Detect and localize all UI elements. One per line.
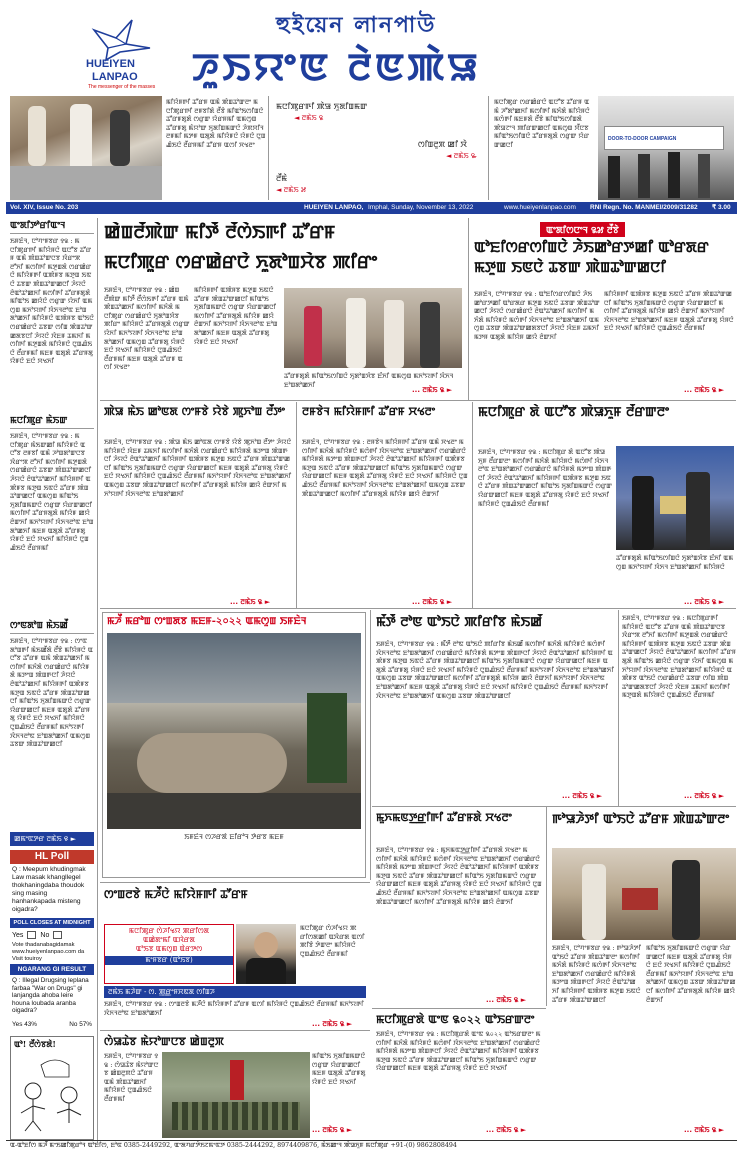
mid-right-headline[interactable]: ꯃꯅꯤꯄꯨꯔ ꯗꯥ ꯑꯅꯧꯕ ꯄꯥꯎꯈꯨꯝ ꯂꯩꯔꯛꯂꯦ bbox=[478, 405, 670, 420]
mid-right-body: ꯏꯝꯐꯥꯜ, ꯅꯣꯚꯦꯝꯕꯔ ꯱꯲ : ꯃꯅꯤꯄꯨꯔ ꯗꯥ ꯑꯅꯧꯕ ꯄꯥꯎꯈꯨꯝ ꯂꯩꯔꯛꯂꯦ ꯃꯁꯤꯒꯤ ꯃꯈꯥꯗꯥ ꯃꯤꯌꯥꯝꯅꯥ ꯃꯁꯥꯒꯤ ꯋꯥꯈꯜꯂꯣꯟ ꯐꯣꯡꯗꯣꯀꯈꯤ ꯁꯔꯀꯥꯔꯅꯥ ꯃꯤꯌꯥꯝꯗꯥ ꯃꯇꯦꯡ ꯄꯥꯡꯒꯅꯤ ꯍꯥꯌꯅꯥ ꯂꯥꯑꯣꯊꯣꯀꯈꯤ ꯃꯤꯌꯥꯝꯒꯤ ꯑꯄꯥꯝꯕ ꯃꯇꯨꯡ ꯏꯟꯅꯥ ꯊꯧꯔꯝ ꯄꯥꯡꯊꯣꯛꯀꯅꯤ ꯃꯤꯑꯣꯏ ꯈꯨꯗꯤꯡꯃꯛꯅꯥ ꯁꯔꯨꯛ ꯌꯥꯔꯛꯀꯅꯤ ꯃꯐꯝ ꯑꯗꯨꯗꯥ ꯊꯧꯔꯝꯗꯨ ꯌꯥꯝꯅꯥ ꯐꯅꯥ ꯆꯠꯈꯤ ꯃꯤꯌꯥꯝꯅꯥ ꯅꯨꯡꯉꯥꯏꯅꯥ ꯂꯩꯔꯝꯃꯤ bbox=[478, 448, 612, 508]
row4-right-headline[interactable]: ꯒꯣꯎꯍꯥꯇꯤ ꯑꯣꯏꯅꯥ ꯊꯧꯔꯝ ꯄꯥꯡꯊꯣꯛꯂꯦ bbox=[552, 811, 730, 826]
mid-left-body: ꯏꯝꯐꯥꯜ, ꯅꯣꯚꯦꯝꯕꯔ ꯱꯲ : ꯄꯥꯎ ꯃꯥꯏ ꯀꯣꯟꯗ ꯁꯦꯝꯕꯥ ꯌꯥꯕꯥ ꯄꯨꯈꯣꯡ ꯂꯩꯇꯦ ꯍꯥꯌꯅꯥ ꯃꯤꯌꯥꯝꯅꯥ ꯋꯥꯐꯝ ꯊꯃꯈꯤ ꯃꯁꯤꯒꯤ ꯃꯈꯥꯗꯥ ꯁꯔꯀꯥꯔꯅꯥ ꯃꯤꯌꯥꯝꯗꯥ ꯃꯇꯦꯡ ꯄꯥꯡꯒꯅꯤ ꯍꯥꯌꯅꯥ ꯂꯥꯑꯣꯊꯣꯀꯈꯤ ꯃꯤꯌꯥꯝꯒꯤ ꯑꯄꯥꯝꯕ ꯃꯇꯨꯡ ꯏꯟꯅꯥ ꯊꯧꯔꯝ ꯄꯥꯡꯊꯣꯛꯀꯅꯤ ꯃꯤꯑꯣꯏ ꯈꯨꯗꯤꯡꯃꯛꯅꯥ ꯁꯔꯨꯛ ꯌꯥꯔꯛꯀꯅꯤ ꯃꯐꯝ ꯑꯗꯨꯗꯥ ꯊꯧꯔꯝꯗꯨ ꯌꯥꯝꯅꯥ ꯐꯅꯥ ꯆꯠꯈꯤ ꯃꯤꯌꯥꯝꯅꯥ ꯅꯨꯡꯉꯥꯏꯅꯥ ꯂꯩꯔꯝꯃꯤ ꯃꯈꯣꯌꯒꯤ ꯋꯥꯈꯜꯂꯣꯟ ꯐꯣꯡꯗꯣꯀꯈꯤ ꯑꯃꯁꯨꯡ ꯊꯕꯛ ꯄꯥꯡꯊꯣꯛꯀꯅꯤ ꯃꯁꯤꯒꯤ ꯊꯧꯔꯝꯗꯨꯗꯥ ꯃꯤꯌꯥꯝ ꯀꯌꯥ ꯂꯥꯛꯈꯤ ꯃꯈꯣꯌꯒꯤ ꯋꯥꯈꯜꯂꯣꯟ ꯐꯣꯡꯗꯣꯀꯈꯤ bbox=[104, 438, 292, 498]
logo-line2: LANPAO bbox=[92, 71, 138, 83]
top-right-text: ꯃꯅꯤꯄꯨꯔ ꯁꯔꯀꯥꯔꯅꯥ ꯑꯅꯧꯕ ꯊꯧꯔꯝ ꯑꯃꯥ ꯍꯧꯗꯣꯀꯈꯤ ꯃꯁꯤꯒꯤ ꯃꯈꯥꯗꯥ ꯃꯤꯌꯥꯝꯅꯥ ꯃꯁꯥꯒꯤ ꯃꯐꯝꯗꯥ ꯂꯩꯕꯥ ꯃꯤꯑꯣꯏꯁꯤꯡꯗꯥ ꯄꯥꯎꯖꯦꯜ ꯄꯤꯔꯛꯀꯅꯤ ꯑꯃꯁꯨꯡ ꯆꯩꯅꯕ ꯃꯤꯑꯣꯏꯁꯤꯡꯅꯥ ꯊꯧꯔꯝꯗꯨꯗꯥ ꯁꯔꯨꯛ ꯌꯥꯔꯛꯀꯅꯤ bbox=[494, 98, 590, 149]
top-right-photo[interactable] bbox=[598, 96, 734, 200]
ad-footer: ꯂꯃꯥꯏ ꯃꯍꯥꯛ - ꯁ. ꯄ꯭ꯔꯦꯝꯆꯟꯗ ꯁꯤꯡꯍ bbox=[104, 986, 366, 998]
mid-right-photo[interactable] bbox=[616, 446, 734, 550]
bottom-center-body: ꯏꯝꯐꯥꯜ, ꯅꯣꯚꯦꯝꯕꯔ ꯱꯲ : ꯃꯅꯤꯄꯨꯔꯗꯥ ꯑꯦꯟ ꯲০২২ ꯑꯣꯏꯔꯛꯂꯦ ꯃꯁꯤꯒꯤ ꯃꯈꯥꯗꯥ ꯃꯤꯌꯥꯝꯅꯥ ꯃꯁꯥꯒꯤ ꯋꯥꯈꯜꯂꯣꯟ ꯐꯣꯡꯗꯣꯀꯈꯤ ꯁꯔꯀꯥꯔꯅꯥ ꯃꯤꯌꯥꯝꯗꯥ ꯃꯇꯦꯡ ꯄꯥꯡꯒꯅꯤ ꯍꯥꯌꯅꯥ ꯂꯥꯑꯣꯊꯣꯀꯈꯤ ꯃꯤꯌꯥꯝꯒꯤ ꯑꯄꯥꯝꯕ ꯃꯇꯨꯡ ꯏꯟꯅꯥ ꯊꯧꯔꯝ ꯄꯥꯡꯊꯣꯛꯀꯅꯤ ꯃꯤꯑꯣꯏ ꯈꯨꯗꯤꯡꯃꯛꯅꯥ ꯁꯔꯨꯛ ꯌꯥꯔꯛꯀꯅꯤ ꯃꯐꯝ ꯑꯗꯨꯗꯥ ꯊꯧꯔꯝꯗꯨ ꯌꯥꯝꯅꯥ ꯐꯅꯥ ꯆꯠꯈꯤ bbox=[376, 1030, 541, 1073]
ad-side-text: ꯃꯅꯤꯄꯨꯔ ꯁꯥꯍꯤꯠꯌ ꯄꯔꯤꯁꯗꯀꯤ ꯑꯋꯥꯔꯗ ꯑꯁꯤ ꯄꯤꯕꯥ ꯇꯥꯛꯂꯦ ꯃꯤꯌꯥꯝꯅꯥ ꯅꯨꯡꯉꯥꯏꯅꯥ ꯂꯩꯔꯝꯃꯤ bbox=[300, 924, 365, 958]
top-left-photo[interactable] bbox=[10, 96, 162, 200]
logo-line1: HUEIYEN bbox=[86, 58, 135, 70]
poll-yes-option[interactable]: Yes bbox=[12, 931, 24, 939]
bengali-title: হুইয়েন লানপাউ bbox=[276, 13, 437, 38]
row3-right-more[interactable]: ... ꯂꯃꯥꯏ ꯲ ► bbox=[684, 792, 725, 800]
right-lead-more[interactable]: ... ꯂꯃꯥꯏ ꯲ ► bbox=[684, 386, 725, 394]
row3-body: ꯏꯝꯐꯥꯜ, ꯅꯣꯚꯦꯝꯕꯔ ꯱꯲ : ꯃꯩꯇꯩ ꯂꯣꯟ ꯑꯣꯏꯅꯥ ꯄꯤꯔꯤꯕ ꯃꯥꯏꯀꯩ ꯃꯁꯤꯒꯤ ꯃꯈꯥꯗꯥ ꯃꯤꯌꯥꯝꯅꯥ ꯃꯁꯥꯒꯤ ꯋꯥꯈꯜꯂꯣꯟ ꯐꯣꯡꯗꯣꯀꯈꯤ ꯁꯔꯀꯥꯔꯅꯥ ꯃꯤꯌꯥꯝꯗꯥ ꯃꯇꯦꯡ ꯄꯥꯡꯒꯅꯤ ꯍꯥꯌꯅꯥ ꯂꯥꯑꯣꯊꯣꯀꯈꯤ ꯃꯤꯌꯥꯝꯒꯤ ꯑꯄꯥꯝꯕ ꯃꯇꯨꯡ ꯏꯟꯅꯥ ꯊꯧꯔꯝ ꯄꯥꯡꯊꯣꯛꯀꯅꯤ ꯃꯤꯑꯣꯏ ꯈꯨꯗꯤꯡꯃꯛꯅꯥ ꯁꯔꯨꯛ ꯌꯥꯔꯛꯀꯅꯤ ꯃꯐꯝ ꯑꯗꯨꯗꯥ ꯊꯧꯔꯝꯗꯨ ꯌꯥꯝꯅꯥ ꯐꯅꯥ ꯆꯠꯈꯤ ꯃꯤꯌꯥꯝꯅꯥ ꯅꯨꯡꯉꯥꯏꯅꯥ ꯂꯩꯔꯝꯃꯤ ꯃꯈꯣꯌꯒꯤ ꯋꯥꯈꯜꯂꯣꯟ ꯐꯣꯡꯗꯣꯀꯈꯤ ꯑꯃꯁꯨꯡ ꯊꯕꯛ ꯄꯥꯡꯊꯣꯛꯀꯅꯤ ꯃꯁꯤꯒꯤ ꯊꯧꯔꯝꯗꯨꯗꯥ ꯃꯤꯌꯥꯝ ꯀꯌꯥ ꯂꯥꯛꯈꯤ ꯃꯈꯣꯌꯒꯤ ꯋꯥꯈꯜꯂꯣꯟ ꯐꯣꯡꯗꯣꯀꯈꯤ ꯃꯐꯝ ꯑꯗꯨꯗꯥ ꯊꯧꯔꯝꯗꯨ ꯌꯥꯝꯅꯥ ꯐꯅꯥ ꯆꯠꯈꯤ ꯃꯤꯌꯥꯝꯅꯥ ꯅꯨꯡꯉꯥꯏꯅꯥ ꯂꯩꯔꯝꯃꯤ ꯃꯈꯣꯌꯒꯤ ꯋꯥꯈꯜꯂꯣꯟ ꯐꯣꯡꯗꯣꯀꯈꯤ ꯑꯃꯁꯨꯡ ꯊꯕꯛ ꯄꯥꯡꯊꯣꯛꯀꯅꯤ bbox=[376, 640, 614, 700]
bottom-left-more[interactable]: ... ꯂꯃꯥꯏ ꯲ ► bbox=[312, 1126, 353, 1134]
bottom-center-more[interactable]: ... ꯂꯃꯥꯏ ꯲ ► bbox=[486, 1126, 527, 1134]
cartoon-box bbox=[10, 1036, 94, 1140]
lead-col-2: ꯃꯤꯌꯥꯝꯒꯤ ꯑꯄꯥꯝꯕ ꯃꯇꯨꯡ ꯏꯟꯅꯥ ꯊꯧꯔꯝ ꯄꯥꯡꯊꯣꯛꯀꯅꯤ ꯃꯤꯑꯣꯏ ꯈꯨꯗꯤꯡꯃꯛꯅꯥ ꯁꯔꯨꯛ ꯌꯥꯔꯛꯀꯅꯤ ꯃꯁꯤꯒꯤ ꯊꯧꯔꯝꯗꯨꯗꯥ ꯃꯤꯌꯥꯝ ꯀꯌꯥ ꯂꯥꯛꯈꯤ ꯃꯈꯣꯌꯒꯤ ꯋꯥꯈꯜꯂꯣꯟ ꯐꯣꯡꯗꯣꯀꯈꯤ ꯃꯐꯝ ꯑꯗꯨꯗꯥ ꯊꯧꯔꯝꯗꯨ ꯌꯥꯝꯅꯥ ꯐꯅꯥ ꯆꯠꯈꯤ bbox=[194, 286, 278, 346]
top-left-text: ꯃꯤꯌꯥꯝꯒꯤ ꯊꯧꯔꯝ ꯑꯃꯥ ꯄꯥꯡꯊꯣꯛꯂꯦ ꯃꯅꯤꯄꯨꯔꯒꯤ ꯂꯝꯕꯤꯗꯥ ꯂꯩꯕꯥ ꯃꯤꯑꯣꯏꯁꯤꯡꯅꯥ ꯊꯧꯔꯝꯗꯨꯗꯥ ꯁꯔꯨꯛ ꯌꯥꯔꯝꯃꯤ ꯑꯃꯁꯨꯡ ꯊꯧꯔꯝꯗꯨ ꯃꯥꯌꯣꯛ ꯈꯨꯗꯤꯡꯃꯛꯅꯥ ꯍꯥꯞꯆꯤꯜꯂꯝꯃꯤ ꯃꯇꯝ ꯑꯗꯨꯗꯥ ꯃꯤꯌꯥꯝꯅꯥ ꯌꯥꯝꯅꯥ ꯅꯨꯡꯉꯥꯏꯅꯥ ꯂꯩꯔꯝꯃꯤ ꯊꯧꯔꯝ ꯑꯁꯤ ꯆꯠꯂꯦ bbox=[166, 98, 266, 149]
logo[interactable] bbox=[86, 18, 166, 94]
ad-box[interactable]: ꯃꯅꯤꯄꯨꯔ ꯁꯥꯍꯤꯠꯌ ꯄꯔꯤꯁꯗ ꯑꯀꯥꯗꯦꯃꯤ ꯑꯋꯥꯔꯗ ꯑꯣꯏꯕ ꯑꯃꯁꯨꯡ ꯑꯥꯔꯇꯁ ꯃꯦꯝꯕꯔ (ꯑꯣꯏꯕ) bbox=[104, 924, 234, 984]
poll-yes-box[interactable] bbox=[27, 931, 36, 939]
row4-right-body-2: ꯃꯤꯑꯣꯏ ꯈꯨꯗꯤꯡꯃꯛꯅꯥ ꯁꯔꯨꯛ ꯌꯥꯔꯛꯀꯅꯤ ꯃꯐꯝ ꯑꯗꯨꯗꯥ ꯊꯧꯔꯝꯗꯨ ꯌꯥꯝꯅꯥ ꯐꯅꯥ ꯆꯠꯈꯤ ꯃꯤꯌꯥꯝꯅꯥ ꯅꯨꯡꯉꯥꯏꯅꯥ ꯂꯩꯔꯝꯃꯤ ꯃꯈꯣꯌꯒꯤ ꯋꯥꯈꯜꯂꯣꯟ ꯐꯣꯡꯗꯣꯀꯈꯤ ꯑꯃꯁꯨꯡ ꯊꯕꯛ ꯄꯥꯡꯊꯣꯛꯀꯅꯤ ꯃꯁꯤꯒꯤ ꯊꯧꯔꯝꯗꯨꯗꯥ ꯃꯤꯌꯥꯝ ꯀꯌꯥ ꯂꯥꯛꯈꯤ bbox=[646, 944, 736, 1004]
mid-left-more[interactable]: ... ꯂꯃꯥꯏ ꯲ ► bbox=[230, 598, 271, 606]
mid-left-headline[interactable]: ꯄꯥꯎ ꯃꯥꯏ ꯀꯣꯟꯗ ꯁꯦꯝꯕꯥ ꯌꯥꯕꯥ ꯄꯨꯈꯣꯡ ꯂꯩꯇꯦ bbox=[104, 405, 285, 418]
left-column: ꯑꯦꯗꯤꯇꯣꯔꯤꯑꯦꯜ ꯏꯝꯐꯥꯜ, ꯅꯣꯚꯦꯝꯕꯔ ꯱꯲ : ꯃꯅꯤꯄꯨꯔꯒꯤ ꯃꯤꯌꯥꯝꯅꯥ ꯑꯅꯧꯕ ꯊꯧꯔꯝ ꯑꯃꯥ ꯄꯥꯡꯊꯣꯛꯅꯕ ꯋꯥꯔꯦꯞ ꯂꯧꯈꯤ ꯃꯁꯤꯒꯤ ꯃꯇꯨꯡꯗꯥ ꯁꯔꯀꯥꯔꯅꯥ ꯃꯤꯌꯥꯝꯒꯤ ꯑꯄꯥꯝꯕ ꯃꯇꯨꯡ ꯏꯟꯅꯥ ꯊꯕꯛ ꯄꯥꯡꯊꯣꯛꯀꯅꯤ ꯍꯥꯌꯅꯥ ꯂꯥꯑꯣꯊꯣꯀꯈꯤ ꯃꯁꯤꯒꯤ ꯊꯧꯔꯝꯗꯨꯗꯥ ꯃꯤꯑꯣꯏ ꯀꯌꯥꯅꯥ ꯁꯔꯨꯛ ꯌꯥꯈꯤ ꯑꯃꯁꯨꯡ ꯃꯈꯣꯌꯒꯤ ꯋꯥꯈꯜꯂꯣꯟ ꯐꯣꯡꯗꯣꯀꯈꯤ ꯃꯤꯌꯥꯝꯅꯥ ꯑꯄꯥꯝꯕ ꯑꯣꯏꯅꯥ ꯁꯔꯀꯥꯔꯅꯥ ꯊꯕꯛ ꯁꯤꯡ ꯄꯥꯡꯊꯣꯛꯀꯗꯕꯅꯤ ꯍꯥꯌꯅꯥ ꯋꯥꯐꯝ ꯊꯃꯈꯤ ꯃꯁꯤꯒꯤ ꯃꯇꯨꯡꯗꯥ ꯃꯤꯌꯥꯝꯅꯥ ꯅꯨꯡꯉꯥꯏꯅꯥ ꯂꯩꯔꯝꯃꯤ ꯃꯐꯝ ꯑꯗꯨꯗꯥ ꯊꯧꯔꯝꯗꯨ ꯌꯥꯝꯅꯥ ꯐꯅꯥ ꯆꯠꯈꯤ ꯃꯅꯤꯄꯨꯔ ꯃꯥꯏꯛ ꯏꯝꯐꯥꯜ, ꯅꯣꯚꯦꯝꯕꯔ ꯱꯲ : ꯃꯅꯤꯄꯨꯔ ꯃꯥꯏꯛꯀꯤ ꯃꯤꯌꯥꯝꯅꯥ ꯑꯅꯧꯕ ꯂꯝꯕꯤ ꯑꯃꯥ ꯍꯣꯡꯗꯣꯛꯅꯕ ꯋꯥꯔꯦꯞ ꯂꯧꯈꯤ ꯃꯁꯤꯒꯤ ꯃꯇꯨꯡꯗꯥ ꯁꯔꯀꯥꯔꯅꯥ ꯊꯕꯛ ꯄꯥꯡꯊꯣꯛꯀꯅꯤ ꯍꯥꯌꯅꯥ ꯂꯥꯑꯣꯊꯣꯀꯈꯤ ꯃꯤꯌꯥꯝꯒꯤ ꯑꯄꯥꯝꯕ ꯃꯇꯨꯡ ꯏꯟꯅꯥ ꯊꯧꯔꯝ ꯄꯥꯡꯊꯣꯛꯀꯅꯤ ꯑꯃꯁꯨꯡ ꯃꯤꯑꯣꯏ ꯈꯨꯗꯤꯡꯃꯛꯅꯥ ꯁꯔꯨꯛ ꯌꯥꯔꯛꯀꯅꯤ ꯃꯁꯤꯒꯤ ꯊꯧꯔꯝꯗꯨꯗꯥ ꯃꯤꯌꯥꯝ ꯀꯌꯥ ꯂꯥꯛꯈꯤ ꯃꯈꯣꯌꯒꯤ ꯋꯥꯈꯜꯂꯣꯟ ꯐꯣꯡꯗꯣꯀꯈꯤ ꯃꯐꯝ ꯑꯗꯨꯗꯥ ꯊꯧꯔꯝꯗꯨ ꯌꯥꯝꯅꯥ ꯐꯅꯥ ꯆꯠꯈꯤ ꯃꯤꯌꯥꯝꯅꯥ ꯅꯨꯡꯉꯥꯏꯅꯥ ꯂꯩꯔꯝꯃꯤ ꯁꯦꯟꯗꯣꯡ ꯃꯥꯏꯀꯩ ꯏꯝꯐꯥꯜ, ꯅꯣꯚꯦꯝꯕꯔ ꯱꯲ : ꯁꯦꯟꯗꯣꯡꯒꯤ ꯃꯥꯏꯀꯩꯗꯥ ꯂꯩꯕꯥ ꯃꯤꯌꯥꯝꯅꯥ ꯑꯅꯧꯕ ꯊꯧꯔꯝ ꯑꯃꯥ ꯄꯥꯡꯊꯣꯀꯈꯤ ꯃꯁꯤꯒꯤ ꯃꯈꯥꯗꯥ ꯁꯔꯀꯥꯔꯅꯥ ꯃꯤꯌꯥꯝꯗꯥ ꯃꯇꯦꯡ ꯄꯥꯡꯒꯅꯤ ꯍꯥꯌꯅꯥ ꯂꯥꯑꯣꯊꯣꯀꯈꯤ ꯃꯤꯌꯥꯝꯒꯤ ꯑꯄꯥꯝꯕ ꯃꯇꯨꯡ ꯏꯟꯅꯥ ꯊꯧꯔꯝ ꯄꯥꯡꯊꯣꯛꯀꯅꯤ ꯃꯤꯑꯣꯏ ꯈꯨꯗꯤꯡꯃꯛꯅꯥ ꯁꯔꯨꯛ ꯌꯥꯔꯛꯀꯅꯤ ꯃꯐꯝ ꯑꯗꯨꯗꯥ ꯊꯧꯔꯝꯗꯨ ꯌꯥꯝꯅꯥ ꯐꯅꯥ ꯆꯠꯈꯤ ꯃꯤꯌꯥꯝꯅꯥ ꯅꯨꯡꯉꯥꯏꯅꯥ ꯂꯩꯔꯝꯃꯤ ꯃꯈꯣꯌꯒꯤ ꯋꯥꯈꯜꯂꯣꯟ ꯐꯣꯡꯗꯣꯀꯈꯤ ꯑꯃꯁꯨꯡ ꯊꯕꯛ ꯄꯥꯡꯊꯣꯛꯀꯅꯤ ꯀꯃꯦꯟꯇꯔ ꯂꯃꯥꯏ ꯶ ► HL Poll Q : Meepum khudingmak Law masak khangllegel thokhaningdaba thoudok sing masing hanhankapada misteng oigadra? POLL CLOSES AT MIDNIGHT Yes No Vote thadanabagidamak www.hueiyenlanpao.com da Visit touiroy NGARANG GI RESULT Q : Illegal Drugsing leplana farbaa "War on Drugs" gi lanjangda ahoba leire houna loubada aranba oigadra? Yes 43% No 57% ꯑꯣ! ꯂꯩꯁꯥꯕꯗꯥ! bbox=[10, 218, 94, 1143]
lead-headline-2[interactable]: ꯃꯅꯤꯄꯨꯔ ꯁꯔꯀꯥꯔꯅꯥ ꯈꯨꯗꯣꯡꯆꯥꯕ ꯄꯤꯔꯦ bbox=[104, 252, 378, 273]
right-tag: ꯑꯦꯗꯤꯁꯅꯦꯜ ꯲꯷ ꯂꯩꯕꯥ bbox=[540, 222, 625, 237]
lead-photo[interactable] bbox=[284, 288, 462, 368]
left-head-3: ꯁꯦꯟꯗꯣꯡ ꯃꯥꯏꯀꯩ bbox=[10, 618, 94, 634]
lower-left-headline[interactable]: ꯁꯦꯡꯂꯕꯥ ꯃꯍꯩꯅꯥ ꯃꯤꯌꯥꯝꯒꯤ ꯊꯧꯔꯝ bbox=[104, 887, 248, 901]
dateline-paper: HUEIYEN LANPAO, bbox=[304, 204, 364, 211]
right-lead-headline[interactable]: ꯑꯣꯐꯤꯁꯔꯁꯤꯡꯅꯥ ꯍꯥꯏꯀꯣꯔꯇꯀꯤ ꯑꯣꯔꯗꯔ ꯃꯇꯨꯡ ꯏꯟꯅꯥ ꯊꯕꯛ ꯄꯥꯡꯊꯣꯛꯀꯅꯤ bbox=[474, 239, 709, 276]
poll-result-title: NGARANG GI RESULT bbox=[10, 964, 94, 975]
meitei-title: ꯍꯨꯏꯌꯦꯟ ꯂꯥꯟꯄꯥꯎ bbox=[192, 45, 481, 89]
columnist-link[interactable]: ꯀꯃꯦꯟꯇꯔ ꯂꯃꯥꯏ ꯶ ► bbox=[10, 832, 94, 846]
poll-closes: POLL CLOSES AT MIDNIGHT bbox=[10, 918, 94, 928]
dateline-bar bbox=[6, 202, 737, 214]
poll-result-question: Q : Illegal Drugsing leplana farbaa "War on Drugs" gi lanjangda ahoba leire houna loubada aranba oigadra? bbox=[12, 977, 89, 1015]
poll-yes-pct: Yes 43% bbox=[12, 1021, 37, 1028]
dateline-website[interactable]: www.hueiyenlanpao.com bbox=[504, 204, 576, 211]
lead-col-1: ꯏꯝꯐꯥꯜ, ꯅꯣꯚꯦꯝꯕꯔ ꯱꯲ : ꯀꯥꯡꯂꯩꯄꯥꯛ ꯃꯤꯇꯩ ꯂꯩꯁꯥꯏꯒꯤ ꯊꯧꯔꯝ ꯑꯃꯥ ꯄꯥꯡꯊꯣꯀꯈꯤ ꯃꯁꯤꯒꯤ ꯃꯈꯥꯗꯥ ꯃꯅꯤꯄꯨꯔ ꯁꯔꯀꯥꯔꯅꯥ ꯈꯨꯗꯣꯡꯆꯥꯕ ꯄꯤꯔꯦ ꯃꯤꯌꯥꯝꯅꯥ ꯊꯧꯔꯝꯗꯨꯗꯥ ꯁꯔꯨꯛ ꯌꯥꯈꯤ ꯃꯈꯣꯌꯒꯤ ꯋꯥꯈꯜꯂꯣꯟ ꯐꯣꯡꯗꯣꯀꯈꯤ ꯑꯃꯁꯨꯡ ꯊꯧꯔꯝꯗꯨ ꯌꯥꯝꯅꯥ ꯐꯅꯥ ꯆꯠꯈꯤ ꯃꯤꯌꯥꯝꯅꯥ ꯅꯨꯡꯉꯥꯏꯅꯥ ꯂꯩꯔꯝꯃꯤ ꯃꯐꯝ ꯑꯗꯨꯗꯥ ꯊꯧꯔꯝ ꯑꯁꯤ ꯆꯠꯂꯦ bbox=[104, 286, 190, 372]
origami-crane-logo-icon bbox=[86, 18, 156, 62]
dateline-rni: RNI Regn. No. MANMEI/2009/31282 bbox=[590, 204, 698, 211]
mid-right-caption: ꯊꯧꯔꯝꯗꯨꯗꯥ ꯃꯤꯑꯣꯏꯁꯤꯡꯅꯥ ꯈꯨꯗꯣꯡꯆꯥꯕ ꯐꯪꯈꯤ ꯑꯃꯁꯨꯡ ꯃꯈꯣꯌꯒꯤ ꯋꯥꯈꯜ ꯐꯣꯡꯗꯣꯀꯈꯤ ꯃꯤꯌꯥꯝꯅꯥ bbox=[616, 554, 734, 571]
editorial-head: ꯑꯦꯗꯤꯇꯣꯔꯤꯑꯦꯜ bbox=[10, 218, 94, 234]
lower-left-more[interactable]: ... ꯂꯃꯥꯏ ꯲ ► bbox=[312, 1020, 353, 1028]
photo-caption: ꯏꯝꯐꯥꯜ ꯁꯍꯔꯗꯥ ꯐꯤꯔꯣꯜ ꯇꯥꯔꯕ ꯃꯐꯝ bbox=[184, 833, 284, 841]
dateline-place-date: Imphal, Sunday, November 13, 2022 bbox=[368, 204, 474, 211]
row4-right-photo[interactable] bbox=[552, 848, 736, 940]
row3-more[interactable]: ... ꯂꯃꯥꯏ ꯲ ► bbox=[562, 792, 603, 800]
lead-more-link[interactable]: ... ꯂꯃꯥꯏ ꯲ ► bbox=[412, 386, 453, 394]
poll-vote-text: Vote thadanabagidamak www.hueiyenlanpao.com da Visit touiroy bbox=[12, 942, 85, 962]
bottom-left-body-2: ꯃꯤꯑꯣꯏ ꯈꯨꯗꯤꯡꯃꯛꯅꯥ ꯁꯔꯨꯛ ꯌꯥꯔꯛꯀꯅꯤ ꯃꯐꯝ ꯑꯗꯨꯗꯥ ꯊꯧꯔꯝꯗꯨ ꯌꯥꯝꯅꯥ ꯐꯅꯥ ꯆꯠꯈꯤ bbox=[312, 1052, 366, 1086]
bottom-left-headline[interactable]: ꯁꯥꯎꯊꯥꯕ ꯃꯥꯌꯣꯛꯅꯕ ꯀꯥꯡꯂꯨꯞ bbox=[104, 1035, 224, 1048]
poll-no-box[interactable] bbox=[53, 931, 62, 939]
big-photo[interactable] bbox=[107, 633, 361, 829]
ad-portrait[interactable] bbox=[236, 924, 296, 984]
teaser-3[interactable]: ꯂꯩꯃꯥ ◄ ꯂꯃꯥꯏ ꯷ bbox=[276, 174, 307, 194]
row3-headline[interactable]: ꯃꯩꯇꯩ ꯂꯣꯟ ꯑꯣꯏꯅꯥ ꯄꯤꯔꯤꯕ ꯃꯥꯏꯀꯩ bbox=[376, 615, 543, 630]
teaser-2[interactable]: ꯁꯤꯡꯂꯨꯞ ꯀꯤ ꯋꯥ ◄ ꯂꯃꯥꯏ ꯳ bbox=[418, 140, 477, 160]
campaign-banner: DOOR-TO-DOOR CAMPAIGN bbox=[608, 136, 677, 142]
mid-center-more[interactable]: ... ꯂꯃꯥꯏ ꯲ ► bbox=[412, 598, 453, 606]
bottom-center-headline[interactable]: ꯃꯅꯤꯄꯨꯔꯗꯥ ꯑꯦꯟ ꯲০২২ ꯑꯣꯏꯔꯛꯂꯦ bbox=[376, 1013, 535, 1026]
lead-col-3: ꯊꯧꯔꯝꯗꯨꯗꯥ ꯃꯤꯑꯣꯏꯁꯤꯡꯅꯥ ꯈꯨꯗꯣꯡꯆꯥꯕ ꯐꯪꯈꯤ ꯑꯃꯁꯨꯡ ꯃꯈꯣꯌꯒꯤ ꯋꯥꯈꯜ ꯐꯣꯡꯗꯣꯀꯈꯤ bbox=[284, 372, 454, 389]
row4-right-more[interactable]: ... ꯂꯃꯥꯏ ꯲ ► bbox=[684, 1126, 725, 1134]
left-head-2: ꯃꯅꯤꯄꯨꯔ ꯃꯥꯏꯛ bbox=[10, 413, 94, 429]
poll-no-option[interactable]: No bbox=[40, 931, 50, 939]
mid-right-more[interactable]: ... ꯂꯃꯥꯏ ꯲ ► bbox=[684, 598, 725, 606]
cartoon-title: ꯑꯣ! ꯂꯩꯁꯥꯕꯗꯥ! bbox=[14, 1039, 56, 1049]
poll-question: Q : Meepum khudingmak Law masak khangllegel thokhaningdaba thoudok sing masing hanhankapada misteng oigadra? bbox=[12, 866, 86, 913]
row4-center-more[interactable]: ... ꯂꯃꯥꯏ ꯲ ► bbox=[486, 996, 527, 1004]
cartoon-drawing-icon bbox=[11, 1051, 93, 1133]
photo-story bbox=[102, 612, 366, 878]
row3-right-body: ꯏꯝꯐꯥꯜ, ꯅꯣꯚꯦꯝꯕꯔ ꯱꯲ : ꯃꯅꯤꯄꯨꯔꯒꯤ ꯃꯤꯌꯥꯝꯅꯥ ꯑꯅꯧꯕ ꯊꯧꯔꯝ ꯑꯃꯥ ꯄꯥꯡꯊꯣꯛꯅꯕ ꯋꯥꯔꯦꯞ ꯂꯧꯈꯤ ꯃꯁꯤꯒꯤ ꯃꯇꯨꯡꯗꯥ ꯁꯔꯀꯥꯔꯅꯥ ꯃꯤꯌꯥꯝꯒꯤ ꯑꯄꯥꯝꯕ ꯃꯇꯨꯡ ꯏꯟꯅꯥ ꯊꯕꯛ ꯄꯥꯡꯊꯣꯛꯀꯅꯤ ꯍꯥꯌꯅꯥ ꯂꯥꯑꯣꯊꯣꯀꯈꯤ ꯃꯁꯤꯒꯤ ꯊꯧꯔꯝꯗꯨꯗꯥ ꯃꯤꯑꯣꯏ ꯀꯌꯥꯅꯥ ꯁꯔꯨꯛ ꯌꯥꯈꯤ ꯑꯃꯁꯨꯡ ꯃꯈꯣꯌꯒꯤ ꯋꯥꯈꯜꯂꯣꯟ ꯐꯣꯡꯗꯣꯀꯈꯤ ꯃꯤꯌꯥꯝꯅꯥ ꯑꯄꯥꯝꯕ ꯑꯣꯏꯅꯥ ꯁꯔꯀꯥꯔꯅꯥ ꯊꯕꯛ ꯁꯤꯡ ꯄꯥꯡꯊꯣꯛꯀꯗꯕꯅꯤ ꯍꯥꯌꯅꯥ ꯋꯥꯐꯝ ꯊꯃꯈꯤ ꯃꯁꯤꯒꯤ ꯃꯇꯨꯡꯗꯥ ꯃꯤꯌꯥꯝꯅꯥ ꯅꯨꯡꯉꯥꯏꯅꯥ ꯂꯩꯔꯝꯃꯤ bbox=[622, 614, 736, 700]
teaser-1[interactable]: ꯃꯅꯤꯄꯨꯔꯒꯤ ꯄꯥꯎ ꯈꯨꯗꯤꯡꯃꯛ ◄ ꯂꯃꯥꯏ ꯲ bbox=[276, 102, 368, 122]
row4-center-headline[interactable]: ꯃꯨꯈꯃꯟꯇ꯭ꯔꯤꯒꯤ ꯊꯧꯔꯝꯗꯥ ꯆꯠꯂꯦ bbox=[376, 811, 512, 824]
bottom-left-photo[interactable] bbox=[162, 1052, 310, 1138]
bottom-left-body: ꯏꯝꯐꯥꯜ, ꯅꯣꯚꯦꯝꯕꯔ ꯱꯲ : ꯁꯥꯎꯊꯥꯕ ꯃꯥꯌꯣꯛꯅꯕ ꯀꯥꯡꯂꯨꯞꯅꯥ ꯊꯧꯔꯝ ꯑꯃꯥ ꯄꯥꯡꯊꯣꯀꯈꯤ ꯃꯤꯌꯥꯝꯅꯥ ꯅꯨꯡꯉꯥꯏꯅꯥ ꯂꯩꯔꯝꯃꯤ bbox=[104, 1052, 159, 1103]
poll-title: HL Poll bbox=[10, 850, 94, 864]
lead-headline-1[interactable]: ꯀꯥꯡꯂꯩꯄꯥꯛ ꯃꯤꯇꯩ ꯂꯩꯁꯥꯏꯒꯤ ꯊꯧꯔꯝ bbox=[104, 222, 336, 243]
lower-left-body: ꯏꯝꯐꯥꯜ, ꯅꯣꯚꯦꯝꯕꯔ ꯱꯲ : ꯁꯦꯡꯂꯕꯥ ꯃꯍꯩꯅꯥ ꯃꯤꯌꯥꯝꯒꯤ ꯊꯧꯔꯝ ꯑꯁꯤ ꯃꯤꯌꯥꯝꯅꯥ ꯅꯨꯡꯉꯥꯏꯅꯥ ꯂꯩꯔꯝꯃꯤ ꯃꯈꯣꯌꯒꯤ ꯋꯥꯈꯜꯂꯣꯟ ꯐꯣꯡꯗꯣꯀꯈꯤ bbox=[104, 1000, 364, 1017]
volume-issue: Vol. XIV, Issue No. 203 bbox=[10, 204, 79, 211]
right-lead-body-1: ꯏꯝꯐꯥꯜ, ꯅꯣꯚꯦꯝꯕꯔ ꯱꯲ : ꯑꯣꯐꯤꯁꯔꯁꯤꯡꯅꯥ ꯍꯥꯏꯀꯣꯔꯇꯀꯤ ꯑꯣꯔꯗꯔ ꯃꯇꯨꯡ ꯏꯟꯅꯥ ꯊꯕꯛ ꯄꯥꯡꯊꯣꯛꯀꯅꯤ ꯍꯥꯌꯅꯥ ꯁꯔꯀꯥꯔꯅꯥ ꯂꯥꯑꯣꯊꯣꯀꯈꯤ ꯃꯁꯤꯒꯤ ꯃꯈꯥꯗꯥ ꯃꯤꯌꯥꯝꯅꯥ ꯃꯁꯥꯒꯤ ꯋꯥꯈꯜꯂꯣꯟ ꯐꯣꯡꯗꯣꯀꯈꯤ ꯑꯃꯁꯨꯡ ꯊꯕꯛ ꯄꯥꯡꯊꯣꯛꯀꯗꯕꯅꯤ ꯍꯥꯌꯅꯥ ꯋꯥꯐꯝ ꯊꯃꯈꯤ ꯃꯇꯝ ꯑꯗꯨꯗꯥ ꯃꯤꯌꯥꯝ ꯀꯌꯥ ꯂꯥꯛꯈꯤ bbox=[474, 290, 600, 341]
photo-headline[interactable]: ꯃꯍꯩ ꯃꯔꯣꯡ ꯁꯦꯡꯗꯕ ꯃꯐꯝ-২০২২ ꯑꯃꯁꯨꯡ ꯏꯝꯐꯥꯜ bbox=[107, 616, 307, 627]
row4-right-body-1: ꯏꯝꯐꯥꯜ, ꯅꯣꯚꯦꯝꯕꯔ ꯱꯲ : ꯒꯣꯎꯍꯥꯇꯤ ꯑꯣꯏꯅꯥ ꯊꯧꯔꯝ ꯄꯥꯡꯊꯣꯛꯂꯦ ꯃꯁꯤꯒꯤ ꯃꯈꯥꯗꯥ ꯃꯤꯌꯥꯝꯅꯥ ꯃꯁꯥꯒꯤ ꯋꯥꯈꯜꯂꯣꯟ ꯐꯣꯡꯗꯣꯀꯈꯤ ꯁꯔꯀꯥꯔꯅꯥ ꯃꯤꯌꯥꯝꯗꯥ ꯃꯇꯦꯡ ꯄꯥꯡꯒꯅꯤ ꯍꯥꯌꯅꯥ ꯂꯥꯑꯣꯊꯣꯀꯈꯤ ꯃꯤꯌꯥꯝꯒꯤ ꯑꯄꯥꯝꯕ ꯃꯇꯨꯡ ꯏꯟꯅꯥ ꯊꯧꯔꯝ ꯄꯥꯡꯊꯣꯛꯀꯅꯤ bbox=[552, 944, 641, 1004]
logo-tagline: The messenger of the masses bbox=[88, 84, 156, 90]
mid-center-body: ꯏꯝꯐꯥꯜ, ꯅꯣꯚꯦꯝꯕꯔ ꯱꯲ : ꯂꯝꯕꯥꯜ ꯃꯤꯌꯥꯝꯒꯤ ꯊꯧꯔꯝ ꯑꯃꯥ ꯆꯠꯂꯦ ꯃꯁꯤꯒꯤ ꯃꯈꯥꯗꯥ ꯃꯤꯌꯥꯝꯅꯥ ꯃꯁꯥꯒꯤ ꯋꯥꯈꯜꯂꯣꯟ ꯐꯣꯡꯗꯣꯀꯈꯤ ꯁꯔꯀꯥꯔꯅꯥ ꯃꯤꯌꯥꯝꯗꯥ ꯃꯇꯦꯡ ꯄꯥꯡꯒꯅꯤ ꯍꯥꯌꯅꯥ ꯂꯥꯑꯣꯊꯣꯀꯈꯤ ꯃꯤꯌꯥꯝꯒꯤ ꯑꯄꯥꯝꯕ ꯃꯇꯨꯡ ꯏꯟꯅꯥ ꯊꯧꯔꯝ ꯄꯥꯡꯊꯣꯛꯀꯅꯤ ꯃꯤꯑꯣꯏ ꯈꯨꯗꯤꯡꯃꯛꯅꯥ ꯁꯔꯨꯛ ꯌꯥꯔꯛꯀꯅꯤ ꯃꯐꯝ ꯑꯗꯨꯗꯥ ꯊꯧꯔꯝꯗꯨ ꯌꯥꯝꯅꯥ ꯐꯅꯥ ꯆꯠꯈꯤ ꯃꯤꯌꯥꯝꯅꯥ ꯅꯨꯡꯉꯥꯏꯅꯥ ꯂꯩꯔꯝꯃꯤ ꯃꯈꯣꯌꯒꯤ ꯋꯥꯈꯜꯂꯣꯟ ꯐꯣꯡꯗꯣꯀꯈꯤ ꯑꯃꯁꯨꯡ ꯊꯕꯛ ꯄꯥꯡꯊꯣꯛꯀꯅꯤ ꯃꯁꯤꯒꯤ ꯊꯧꯔꯝꯗꯨꯗꯥ ꯃꯤꯌꯥꯝ ꯀꯌꯥ ꯂꯥꯛꯈꯤ bbox=[302, 438, 468, 498]
poll-no-pct: No 57% bbox=[69, 1021, 92, 1028]
dateline-price: ₹ 3.00 bbox=[712, 204, 731, 211]
right-lead-body-2: ꯃꯤꯌꯥꯝꯒꯤ ꯑꯄꯥꯝꯕ ꯃꯇꯨꯡ ꯏꯟꯅꯥ ꯊꯧꯔꯝ ꯄꯥꯡꯊꯣꯛꯀꯅꯤ ꯃꯤꯑꯣꯏ ꯈꯨꯗꯤꯡꯃꯛꯅꯥ ꯁꯔꯨꯛ ꯌꯥꯔꯛꯀꯅꯤ ꯃꯁꯤꯒꯤ ꯊꯧꯔꯝꯗꯨꯗꯥ ꯃꯤꯌꯥꯝ ꯀꯌꯥ ꯂꯥꯛꯈꯤ ꯃꯈꯣꯌꯒꯤ ꯋꯥꯈꯜꯂꯣꯟ ꯐꯣꯡꯗꯣꯀꯈꯤ ꯃꯐꯝ ꯑꯗꯨꯗꯥ ꯊꯧꯔꯝꯗꯨ ꯌꯥꯝꯅꯥ ꯐꯅꯥ ꯆꯠꯈꯤ ꯃꯤꯌꯥꯝꯅꯥ ꯅꯨꯡꯉꯥꯏꯅꯥ ꯂꯩꯔꯝꯃꯤ bbox=[604, 290, 734, 333]
footer-text: ꯑ-ꯑꯣꯐꯤꯁ ꯃꯍꯩ ꯃꯦꯏꯀꯤꯄꯨꯔꯣꯜ ꯑꯣꯐꯤꯁ, ꯐꯣꯟ 0385-2449292, ꯑꯦꯗꯚꯔꯇꯥꯏꯖꯃꯦꯟꯇ 0385-2444292, 8974409876, ꯃꯥꯏꯀꯦꯜ ꯄꯥꯎꯈꯨꯝ ꯃꯅꯤꯄꯨꯔ +91-(0) 9862808494 bbox=[10, 1142, 457, 1149]
mid-center-headline[interactable]: ꯂꯝꯕꯥꯜ ꯃꯤꯌꯥꯝꯒꯤ ꯊꯧꯔꯝ ꯆꯠꯂꯦ bbox=[302, 405, 436, 418]
masthead bbox=[0, 0, 743, 92]
row4-center-body: ꯏꯝꯐꯥꯜ, ꯅꯣꯚꯦꯝꯕꯔ ꯱꯲ : ꯃꯨꯈꯃꯟꯇ꯭ꯔꯤꯒꯤ ꯊꯧꯔꯝꯗꯥ ꯆꯠꯂꯦ ꯃꯁꯤꯒꯤ ꯃꯈꯥꯗꯥ ꯃꯤꯌꯥꯝꯅꯥ ꯃꯁꯥꯒꯤ ꯋꯥꯈꯜꯂꯣꯟ ꯐꯣꯡꯗꯣꯀꯈꯤ ꯁꯔꯀꯥꯔꯅꯥ ꯃꯤꯌꯥꯝꯗꯥ ꯃꯇꯦꯡ ꯄꯥꯡꯒꯅꯤ ꯍꯥꯌꯅꯥ ꯂꯥꯑꯣꯊꯣꯀꯈꯤ ꯃꯤꯌꯥꯝꯒꯤ ꯑꯄꯥꯝꯕ ꯃꯇꯨꯡ ꯏꯟꯅꯥ ꯊꯧꯔꯝ ꯄꯥꯡꯊꯣꯛꯀꯅꯤ ꯃꯤꯑꯣꯏ ꯈꯨꯗꯤꯡꯃꯛꯅꯥ ꯁꯔꯨꯛ ꯌꯥꯔꯛꯀꯅꯤ ꯃꯐꯝ ꯑꯗꯨꯗꯥ ꯊꯧꯔꯝꯗꯨ ꯌꯥꯝꯅꯥ ꯐꯅꯥ ꯆꯠꯈꯤ ꯃꯤꯌꯥꯝꯅꯥ ꯅꯨꯡꯉꯥꯏꯅꯥ ꯂꯩꯔꯝꯃꯤ ꯃꯈꯣꯌꯒꯤ ꯋꯥꯈꯜꯂꯣꯟ ꯐꯣꯡꯗꯣꯀꯈꯤ ꯑꯃꯁꯨꯡ ꯊꯕꯛ ꯄꯥꯡꯊꯣꯛꯀꯅꯤ ꯃꯁꯤꯒꯤ ꯊꯧꯔꯝꯗꯨꯗꯥ ꯃꯤꯌꯥꯝ ꯀꯌꯥ ꯂꯥꯛꯈꯤ bbox=[376, 846, 542, 906]
hl-poll bbox=[10, 850, 94, 1032]
